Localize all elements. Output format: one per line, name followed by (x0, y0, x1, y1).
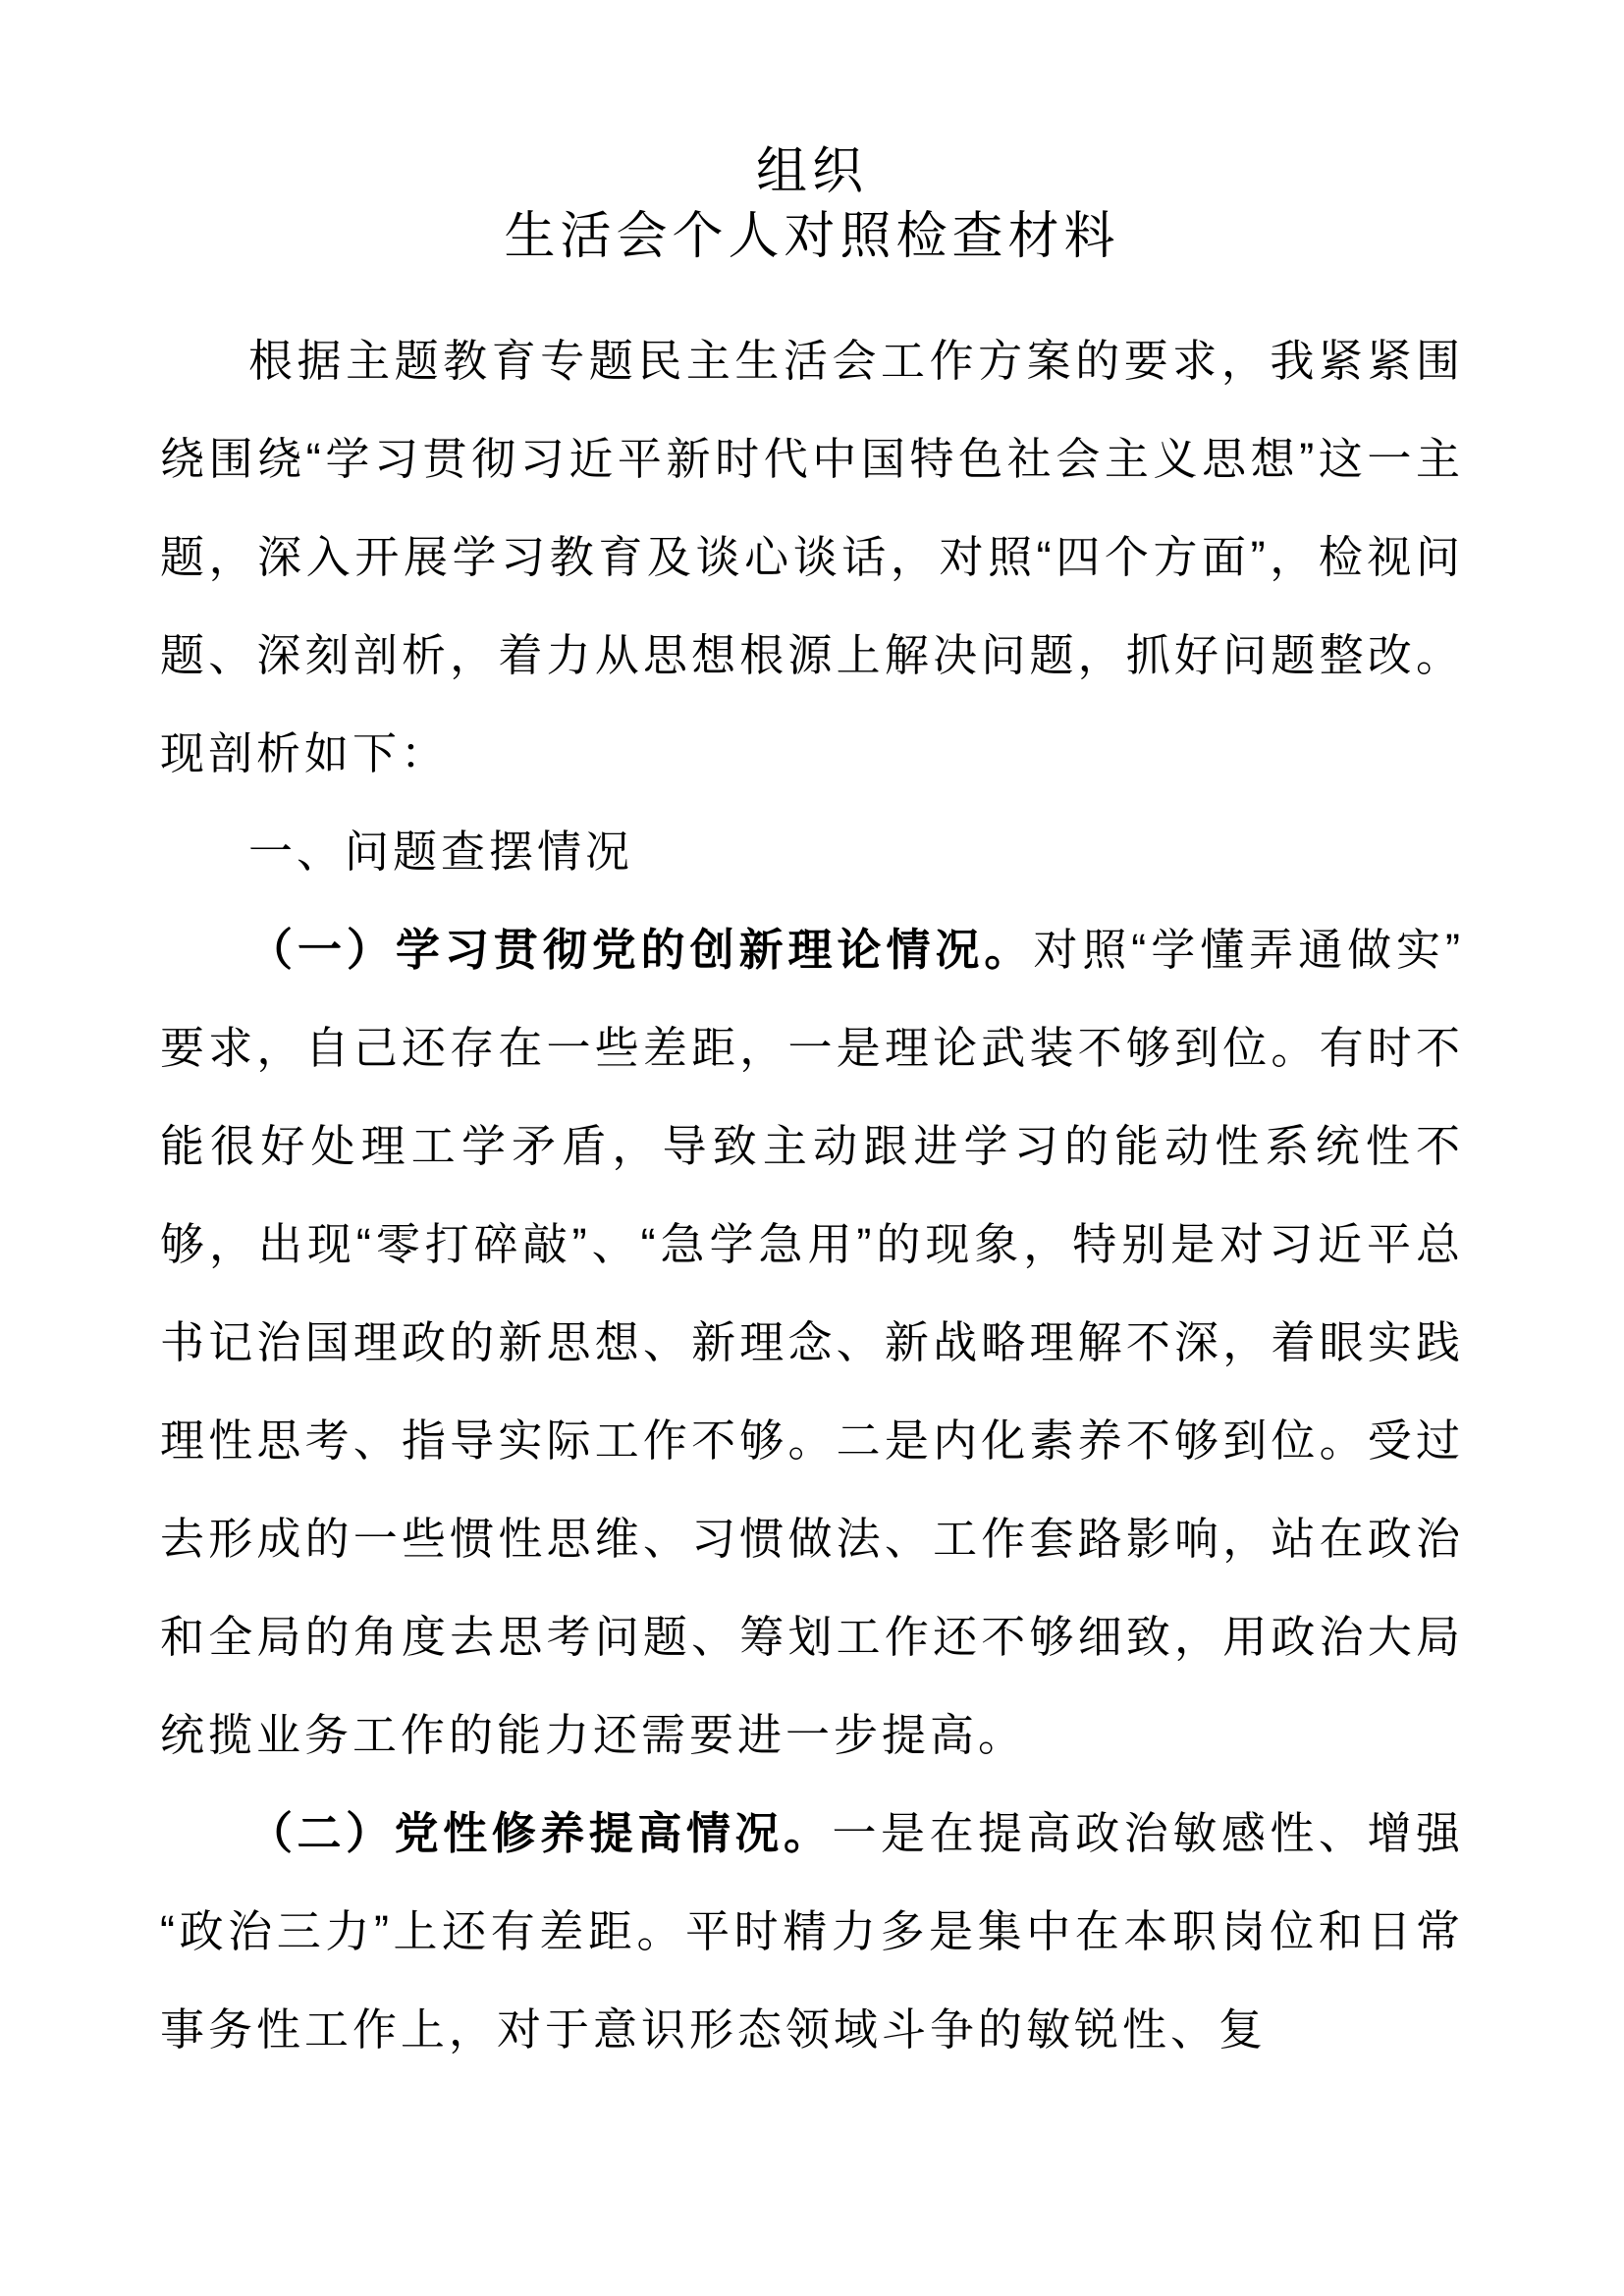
paragraph-point-1 (160, 901, 1464, 1785)
document-body (160, 312, 1464, 2079)
paragraph-point-2-lead: （二）党性修养提高情况。 (248, 1808, 833, 1858)
paragraph-intro-text: 根据主题教育专题民主生活会工作方案的要求，我紧紧围绕围绕“学习贯彻习近平新时代中国特色社会主义思想”这一主题，深入开展学习教育及谈心谈话，对照“四个方面”，检视问题、深刻剖析，着力从思想根源上解决问题，抓好问题整改。现剖析如下： (160, 336, 1464, 778)
paragraph-point-1-lead: （一）学习贯彻党的创新理论情况。 (248, 925, 1034, 975)
paragraph-point-1-text: 对照“学懂弄通做实”要求，自己还存在一些差距，一是理论武装不够到位。有时不能很好处理工学矛盾，导致主动跟进学习的能动性系统性不够，出现“零打碎敲”、“急学急用”的现象，特别是对习近平总书记治国理政的新思想、新理念、新战略理解不深，着眼实践理性思考、指导实际工作不够。二是内化素养不够到位。受过去形成的一些惯性思维、习惯做法、工作套路影响，站在政治和全局的角度去思考问题、筹划工作还不够细致，用政治大局统揽业务工作的能力还需要进一步提高。 (160, 925, 1464, 1760)
title-line-2: 生活会个人对照检查材料 (504, 208, 1120, 265)
title-line-1: 组织 (755, 143, 868, 200)
paragraph-point-2-text: 一是在提高政治敏感性、增强“政治三力”上还有差距。平时精力多是集中在本职岗位和日常事务性工作上，对于意识形态领域斗争的敏锐性、复 (160, 1808, 1464, 2055)
paragraph-intro (160, 312, 1464, 803)
section-heading-1 (160, 803, 1464, 901)
paragraph-point-2 (160, 1785, 1464, 2079)
document-title (160, 139, 1464, 269)
section-heading-1-text: 一、问题查摆情况 (248, 827, 634, 877)
